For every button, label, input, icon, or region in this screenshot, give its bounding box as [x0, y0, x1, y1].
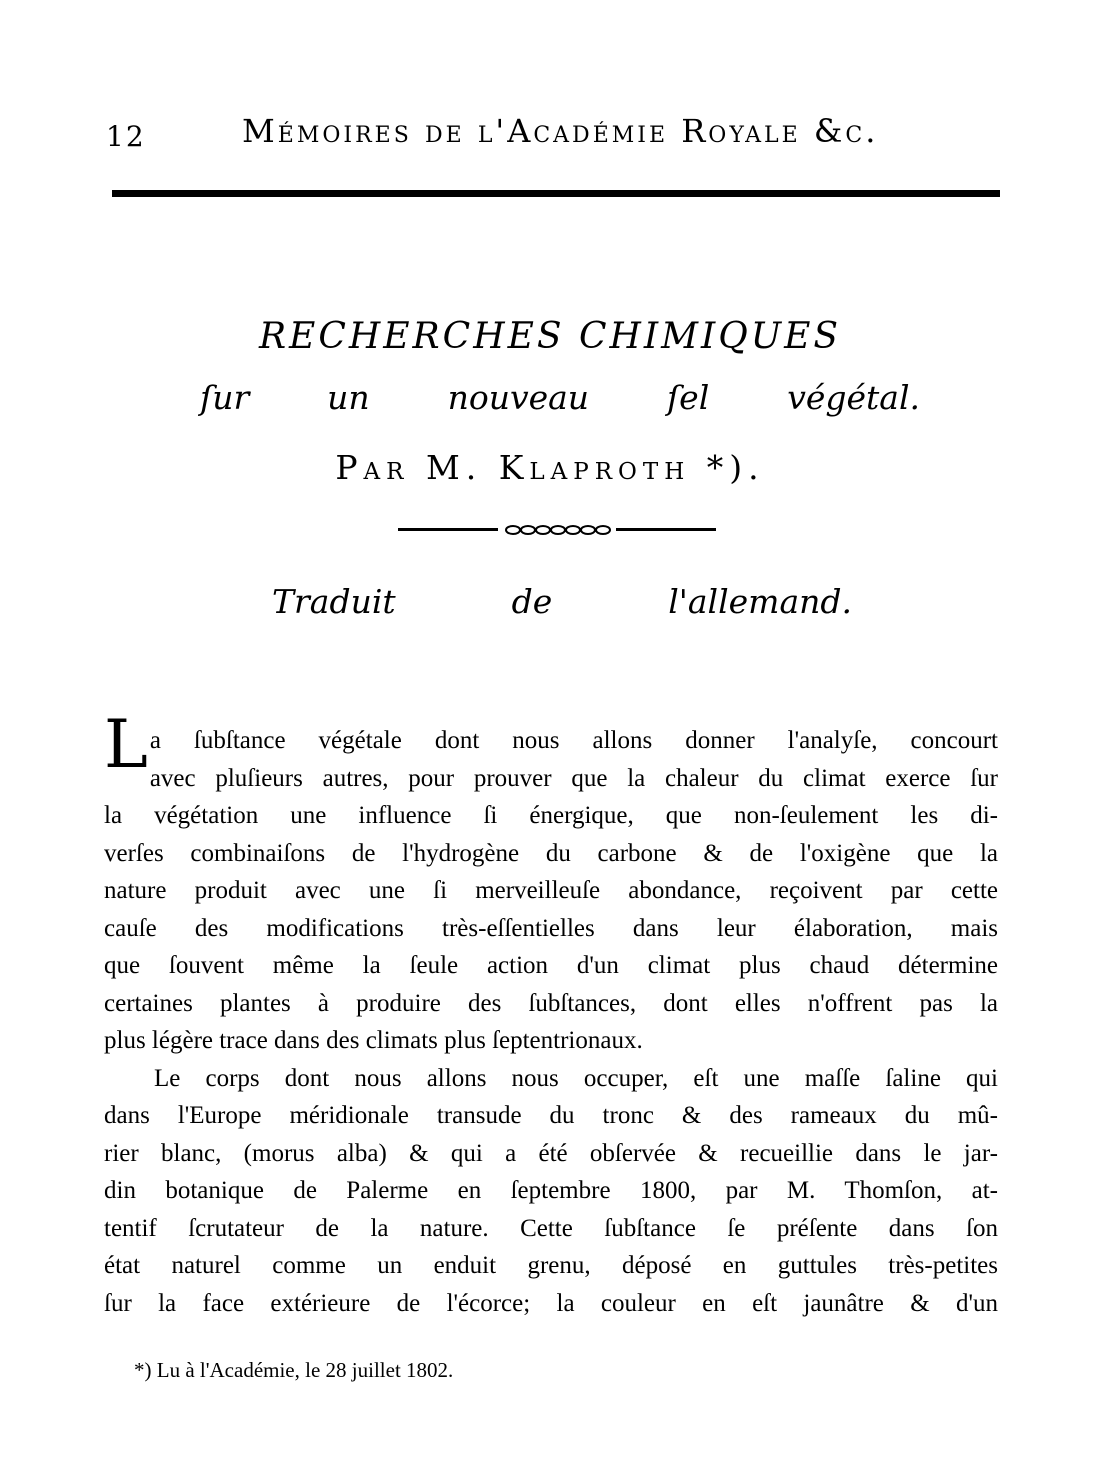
body-line: nature produit avec une ſi merveilleuſe abondance, reçoivent par cette: [104, 877, 998, 904]
body-line: din botanique de Palerme en ſeptembre 1800, par M. Thomſon, at-: [104, 1177, 998, 1204]
body-line: ſur la face extérieure de l'écorce; la couleur en eſt jaunâtre & d'un: [104, 1289, 998, 1317]
running-title: Mémoires de l'Académie Royale &c.: [242, 112, 879, 150]
translated-word: l'allemand.: [668, 582, 852, 621]
body-line: tentif ſcrutateur de la nature. Cette ſubſtance ſe préſente dans ſon: [104, 1214, 998, 1242]
body-line: rier blanc, (morus alba) & qui a été obſervée & recueillie dans le jar-: [104, 1139, 998, 1167]
drop-cap: L: [104, 706, 148, 783]
ornament-divider: [398, 520, 716, 540]
translated-word: de: [511, 582, 553, 621]
body-line: certaines plantes à produire des ſubſtances, dont elles n'offrent pas la: [104, 989, 998, 1017]
subtitle-word: nouveau: [447, 378, 590, 417]
body-line: La ſubſtance végétale dont nous allons donner l'analyſe, concourt: [104, 706, 998, 783]
body-text: [104, 706, 998, 1322]
body-line: dans l'Europe méridionale transude du tronc & des rameaux du mû-: [104, 1102, 998, 1129]
subtitle-word: un: [327, 378, 370, 417]
body-line: cauſe des modifications très-eſſentielles dans leur élaboration, mais: [104, 914, 998, 942]
article-subtitle: [200, 378, 920, 417]
body-line: plus légère trace dans des climats plus ſeptentrionaux.: [104, 1027, 643, 1054]
header-rule: [112, 190, 1000, 197]
body-line: Le corps dont nous allons nous occuper, eſt une maſſe ſaline qui: [154, 1064, 998, 1092]
author-line: Par M. Klaproth *).: [335, 448, 765, 487]
body-line: avec pluſieurs autres, pour prouver que la chaleur du climat exerce ſur: [149, 764, 998, 792]
subtitle-word: végétal.: [787, 378, 920, 417]
footnote: *) Lu à l'Académie, le 28 juillet 1802.: [134, 1358, 454, 1382]
body-line: état naturel comme un enduit grenu, déposé en guttules très-petites: [104, 1252, 998, 1279]
article-title: RECHERCHES CHIMIQUES: [258, 316, 842, 357]
subtitle-word: ſur: [200, 378, 250, 417]
body-line: que ſouvent même la ſeule action d'un climat plus chaud détermine: [104, 952, 998, 979]
body-line: la végétation une influence ſi énergique, que non-ſeulement les di-: [104, 802, 998, 829]
body-line: verſes combinaiſons de l'hydrogène du carbone & de l'oxigène que la: [104, 839, 998, 867]
subtitle-word: ſel: [666, 378, 710, 417]
page-number: 12: [106, 120, 146, 153]
translation-note: [272, 582, 852, 621]
translated-word: Traduit: [272, 582, 396, 621]
